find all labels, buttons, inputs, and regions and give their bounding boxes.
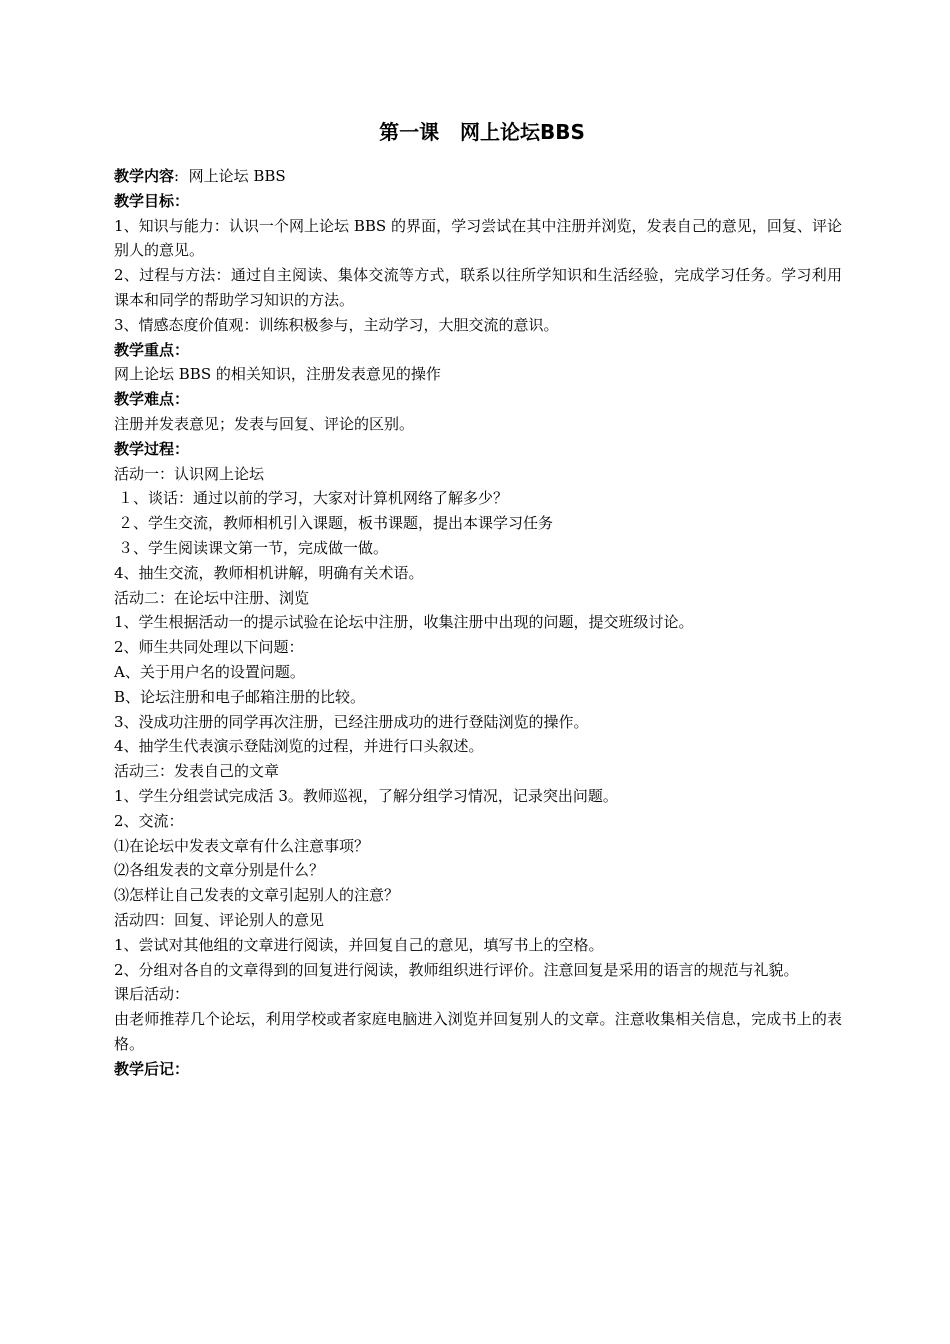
section-heading: 教学过程： <box>114 439 190 458</box>
body-paragraph: １、谈话：通过以前的学习，大家对计算机网络了解多少？ <box>118 489 509 508</box>
body-paragraph: 1、尝试对其他组的文章进行阅读，并回复自己的意见，填写书上的空格。 <box>114 935 604 954</box>
body-paragraph: 2、师生共同处理以下问题： <box>114 638 304 657</box>
body-paragraph: 4、抽学生代表演示登陆浏览的过程，并进行口头叙述。 <box>114 737 484 756</box>
body-paragraph: 1、学生分组尝试完成活 3。教师巡视，了解分组学习情况，记录突出问题。 <box>114 786 618 805</box>
section-heading: 教学目标： <box>114 191 190 210</box>
body-paragraph: B、论坛注册和电子邮箱注册的比较。 <box>114 687 366 706</box>
body-paragraph: 3、没成功注册的同学再次注册，已经注册成功的进行登陆浏览的操作。 <box>114 712 589 731</box>
field-label: 教学内容 <box>114 167 175 185</box>
document-body <box>114 164 842 1081</box>
body-paragraph: 活动四：回复、评论别人的意见 <box>114 910 325 929</box>
body-paragraph: 2、过程与方法：通过自主阅读、集体交流等方式，联系以往所学知识和生活经验，完成学习任务。学习利用课本和同学的帮助学习知识的方法。 <box>114 266 842 309</box>
body-paragraph: ⑵各组发表的文章分别是什么？ <box>114 861 325 880</box>
field-value: 网上论坛 BBS <box>179 167 286 185</box>
body-paragraph: 课后活动： <box>114 985 190 1004</box>
field-separator: : <box>174 167 180 185</box>
document-page <box>114 118 842 1081</box>
body-paragraph: 3、情感态度价值观：训练积极参与，主动学习，大胆交流的意识。 <box>114 315 559 334</box>
page-title: 第一课 网上论坛BBS <box>379 120 585 144</box>
body-paragraph: ２、学生交流，教师相机引入课题，板书课题，提出本课学习任务 <box>118 514 554 533</box>
section-heading: 教学重点： <box>114 340 190 359</box>
body-paragraph: A、关于用户名的设置问题。 <box>114 662 305 681</box>
body-paragraph: ３、学生阅读课文第一节，完成做一做。 <box>118 538 389 557</box>
body-paragraph: 1、学生根据活动一的提示试验在论坛中注册，收集注册中出现的问题，提交班级讨论。 <box>114 613 694 632</box>
body-paragraph: ⑴在论坛中发表文章有什么注意事项？ <box>114 836 370 855</box>
body-paragraph: 由老师推荐几个论坛，利用学校或者家庭电脑进入浏览并回复别人的文章。注意收集相关信息，完成书上的表格。 <box>114 1010 842 1053</box>
content-line <box>114 164 842 189</box>
section-heading: 教学难点： <box>114 390 190 409</box>
body-paragraph: 活动一：认识网上论坛 <box>114 464 265 483</box>
body-paragraph: 活动二：在论坛中注册、浏览 <box>114 588 310 607</box>
body-paragraph: 网上论坛 BBS 的相关知识，注册发表意见的操作 <box>114 365 441 384</box>
section-heading: 教学后记： <box>114 1059 190 1078</box>
body-paragraph: 2、分组对各自的文章得到的回复进行阅读，教师组织进行评价。注意回复是采用的语言的规范与礼貌。 <box>114 960 799 979</box>
body-paragraph: 活动三：发表自己的文章 <box>114 762 280 781</box>
body-paragraph: 4、抽生交流，教师相机讲解，明确有关术语。 <box>114 563 424 582</box>
body-paragraph: 2、交流： <box>114 811 184 830</box>
body-paragraph: ⑶怎样让自己发表的文章引起别人的注意？ <box>114 886 400 905</box>
body-paragraph: 1、知识与能力：认识一个网上论坛 BBS 的界面，学习尝试在其中注册并浏览，发表自己的意见，回复、评论别人的意见。 <box>114 216 842 260</box>
body-paragraph: 注册并发表意见；发表与回复、评论的区别。 <box>114 414 415 433</box>
